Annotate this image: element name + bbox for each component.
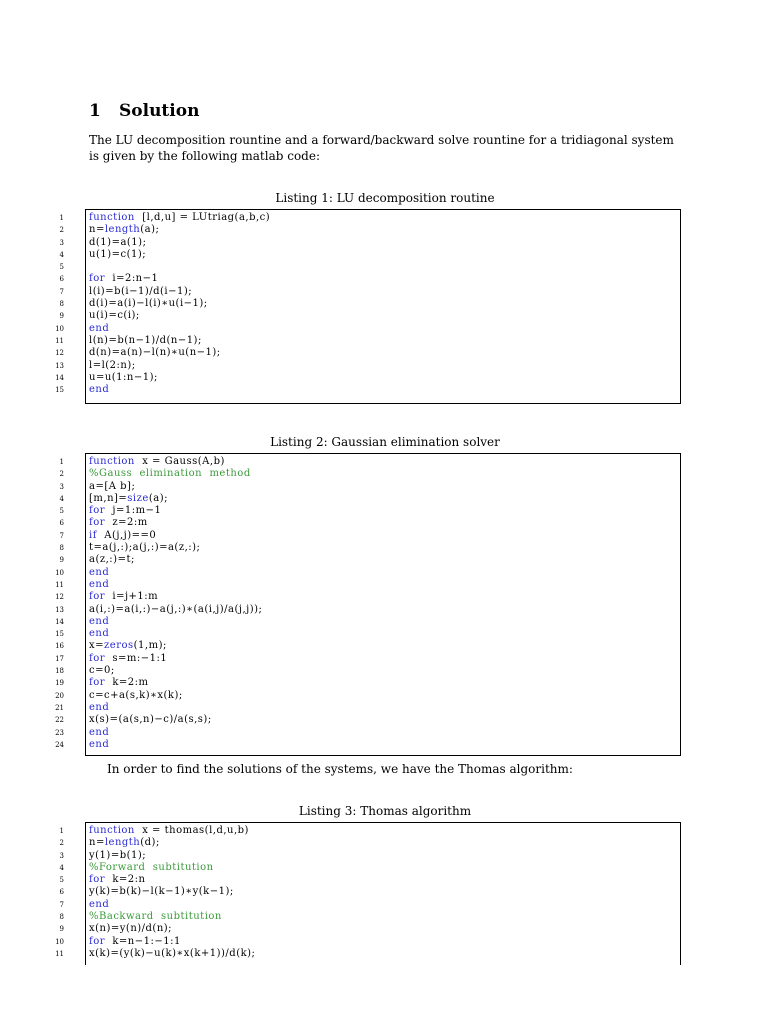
code-keyword: end [89, 566, 110, 578]
line-number: 14 [55, 617, 64, 626]
line-number: 4 [59, 494, 64, 503]
code-token: n= [89, 224, 105, 236]
code-token: d(1)=a(1); [89, 236, 147, 248]
code-text [89, 542, 200, 554]
code-text [89, 579, 109, 591]
line-number: 11 [55, 949, 64, 958]
code-text [89, 665, 115, 677]
line-number: 10 [55, 568, 64, 577]
code-text [89, 886, 234, 898]
code-line [55, 689, 680, 702]
code-token: l(n)=b(n−1)/d(n−1); [89, 334, 202, 346]
listing-1-code-block [55, 209, 681, 404]
code-keyword: for [89, 935, 106, 947]
line-number: 1 [59, 458, 64, 466]
code-line [59, 480, 680, 493]
line-number: 7 [59, 900, 64, 909]
line-number: 13 [55, 361, 64, 370]
code-line [59, 542, 680, 554]
code-line [55, 578, 680, 591]
code-text [89, 224, 159, 236]
line-number: 12 [55, 593, 64, 602]
code-line [55, 359, 680, 372]
code-token: z=2:m [105, 517, 148, 529]
code-text [89, 653, 167, 665]
line-number: 10 [55, 324, 64, 333]
line-number: 5 [59, 263, 64, 272]
code-text [89, 677, 149, 689]
code-text [89, 481, 135, 493]
code-token: (1,m); [133, 640, 167, 652]
code-keyword: end [89, 701, 110, 713]
code-line [55, 566, 680, 579]
code-line [59, 468, 680, 480]
listing-1-caption: Listing 1: LU decomposition routine [275, 191, 495, 205]
code-token: k=2:n [105, 874, 146, 886]
code-line [55, 334, 680, 347]
line-number: 3 [59, 851, 64, 860]
code-text [89, 384, 109, 396]
code-text [89, 554, 135, 566]
code-token: x(k)=(y(k)−u(k)∗x(k+1))/d(k); [89, 947, 256, 959]
code-keyword: end [89, 726, 110, 738]
code-keyword: end [89, 628, 110, 640]
code-token: x = thomas(l,d,u,b) [134, 825, 249, 836]
code-keyword: for [89, 273, 106, 285]
code-line [55, 701, 680, 714]
code-keyword: for [89, 874, 106, 886]
code-text [89, 298, 208, 310]
code-keyword: end [89, 898, 110, 910]
code-line [59, 298, 680, 310]
line-number: 5 [59, 876, 64, 885]
code-line [59, 236, 680, 249]
line-number: 13 [55, 605, 64, 614]
code-line [59, 837, 680, 849]
code-line [59, 554, 680, 566]
code-line [55, 615, 680, 628]
code-line [59, 529, 680, 542]
line-number: 11 [55, 336, 64, 345]
line-number: 16 [55, 642, 64, 651]
code-line [55, 677, 680, 689]
code-line [59, 285, 680, 298]
line-number: 1 [59, 214, 64, 222]
code-line [55, 640, 680, 652]
code-line [55, 347, 680, 359]
line-number: 6 [59, 519, 64, 528]
code-text [89, 640, 167, 652]
code-text [89, 714, 212, 726]
code-text [89, 505, 161, 517]
line-number: 19 [55, 679, 64, 688]
code-line [55, 371, 680, 384]
code-keyword: end [89, 384, 110, 396]
code-token: a(z,:)=t; [89, 554, 135, 566]
code-line [55, 665, 680, 677]
line-number: 20 [55, 691, 64, 700]
listing-2-code-block [55, 453, 681, 756]
code-comment: %Forward subtitution [89, 861, 214, 873]
code-keyword: for [89, 677, 106, 689]
code-keyword: length [104, 837, 141, 849]
code-text [89, 825, 249, 837]
code-token: l(i)=b(i−1)/d(i−1); [89, 285, 193, 297]
code-token: d(n)=a(n)−l(n)∗u(n−1); [89, 347, 221, 359]
code-token: (a); [140, 224, 160, 236]
code-line [59, 886, 680, 898]
code-line [59, 874, 680, 886]
code-token: [l,d,u] = LUtriag(a,b,c) [134, 212, 271, 223]
code-line [55, 652, 680, 665]
line-number: 7 [59, 531, 64, 540]
line-number: 2 [59, 470, 64, 479]
line-number: 7 [59, 287, 64, 296]
listing-2-caption: Listing 2: Gaussian elimination solver [270, 435, 500, 449]
line-number: 10 [55, 937, 64, 946]
code-token: A(j,j)==0 [96, 529, 157, 541]
code-token: a(i,:)=a(i,:)−a(j,:)∗(a(i,j)/a(j,j)); [89, 603, 263, 615]
code-line [55, 591, 680, 603]
code-text [89, 702, 109, 714]
code-token: i=j+1:m [105, 591, 159, 603]
code-text [89, 286, 192, 298]
code-token: [m,n]= [89, 492, 128, 504]
section-title: Solution [119, 101, 200, 121]
intro-paragraph: The LU decomposition rountine and a forward/backward solve rountine for a tridiagonal system is given by the following matlab code: [89, 133, 674, 163]
code-keyword: end [89, 578, 110, 590]
code-text [89, 335, 202, 347]
line-number: 18 [55, 667, 64, 676]
code-text [89, 360, 136, 372]
line-number: 3 [59, 482, 64, 491]
code-line [59, 505, 680, 517]
line-number: 11 [55, 580, 64, 589]
line-number: 17 [55, 654, 64, 663]
section-number: 1 [89, 101, 101, 121]
code-token: c=0; [89, 665, 115, 677]
line-number: 9 [59, 925, 64, 934]
code-keyword: function [89, 456, 135, 467]
code-line [59, 248, 680, 261]
code-text [89, 923, 172, 935]
code-token: (d); [140, 837, 160, 849]
code-line [55, 628, 680, 640]
code-text [89, 212, 270, 224]
code-line [55, 726, 680, 739]
code-text [89, 936, 181, 948]
listing-3-caption: Listing 3: Thomas algorithm [298, 804, 472, 818]
code-token: j=1:m−1 [105, 505, 162, 517]
code-keyword: for [89, 652, 106, 664]
line-number: 8 [59, 300, 64, 309]
code-token: n= [89, 837, 105, 849]
line-number: 12 [55, 349, 64, 358]
code-line [59, 825, 680, 837]
line-number: 5 [59, 507, 64, 516]
code-text [89, 237, 146, 249]
code-text [89, 468, 251, 480]
code-line [55, 935, 680, 948]
code-line [59, 898, 680, 911]
code-text [89, 837, 160, 849]
code-line [55, 384, 680, 396]
code-token: x(n)=y(n)/d(n); [89, 923, 173, 935]
code-line [59, 310, 680, 322]
code-line [55, 714, 680, 726]
code-line [59, 224, 680, 236]
section-heading [89, 99, 199, 123]
thomas-intro-paragraph: In order to find the solutions of the systems, we have the Thomas algorithm: [107, 762, 573, 776]
code-keyword: for [89, 591, 106, 603]
code-text [89, 310, 140, 322]
line-number: 2 [59, 839, 64, 848]
code-line [59, 911, 680, 923]
code-text [89, 372, 158, 384]
line-number: 9 [59, 556, 64, 565]
code-text [89, 739, 109, 751]
line-number: 6 [59, 275, 64, 284]
code-line [55, 738, 680, 751]
line-number: 24 [55, 740, 64, 749]
code-token: a=[A b]; [89, 480, 136, 492]
code-line [55, 603, 680, 616]
code-line [59, 212, 680, 224]
code-token: y(1)=b(1); [89, 849, 147, 861]
code-line [59, 923, 680, 935]
line-number: 6 [59, 888, 64, 897]
code-text [89, 249, 146, 261]
code-token: s=m:−1:1 [105, 652, 168, 664]
code-text [89, 530, 156, 542]
code-line [59, 456, 680, 468]
line-number: 8 [59, 913, 64, 922]
code-comment: %Gauss elimination method [89, 468, 251, 480]
code-text [89, 911, 222, 923]
code-keyword: for [89, 517, 106, 529]
code-text [89, 628, 109, 640]
code-text [89, 273, 158, 285]
line-number: 21 [55, 703, 64, 712]
code-line [59, 273, 680, 285]
code-token: (a); [148, 492, 168, 504]
code-line [59, 517, 680, 529]
line-number: 15 [55, 386, 64, 395]
code-token: u=u(1:n−1); [89, 371, 158, 383]
line-number: 4 [59, 863, 64, 872]
code-text [89, 690, 183, 702]
code-keyword: length [104, 224, 141, 236]
code-line [59, 861, 680, 874]
code-token: y(k)=b(k)−l(k−1)∗y(k−1); [89, 886, 234, 898]
code-keyword: end [89, 322, 110, 334]
line-number: 4 [59, 250, 64, 259]
code-keyword: end [89, 615, 110, 627]
line-number: 2 [59, 226, 64, 235]
code-token: k=n−1:−1:1 [105, 935, 181, 947]
code-line [59, 849, 680, 862]
code-token: k=2:m [105, 677, 149, 689]
code-token: x = Gauss(A,b) [134, 456, 225, 467]
code-text [89, 850, 146, 862]
code-text [89, 456, 225, 468]
code-text [89, 727, 109, 739]
code-text [89, 323, 109, 335]
code-line [55, 947, 680, 960]
code-line [55, 322, 680, 335]
code-keyword: for [89, 505, 106, 517]
line-number: 22 [55, 716, 64, 725]
code-text [89, 347, 221, 359]
code-keyword: end [89, 738, 110, 750]
code-token: x(s)=(a(s,n)−c)/a(s,s); [89, 714, 212, 726]
code-token: u(1)=c(1); [89, 248, 147, 260]
code-text [89, 899, 109, 911]
line-number: 23 [55, 728, 64, 737]
code-keyword: function [89, 212, 135, 223]
code-text [89, 493, 168, 505]
code-text [89, 862, 214, 874]
code-text [89, 948, 255, 960]
line-number: 3 [59, 238, 64, 247]
code-token: d(i)=a(i)−l(i)∗u(i−1); [89, 298, 208, 310]
listing-3-code-block [55, 822, 681, 965]
code-token: u(i)=c(i); [89, 310, 140, 322]
code-line [59, 492, 680, 505]
code-text [89, 591, 158, 603]
code-token: i=2:n−1 [105, 273, 159, 285]
code-line [59, 261, 680, 273]
code-text [89, 567, 109, 579]
code-text [89, 874, 145, 886]
code-keyword: function [89, 825, 135, 836]
code-token: x= [89, 640, 105, 652]
line-number: 1 [59, 827, 64, 835]
line-number: 14 [55, 373, 64, 382]
code-token: c=c+a(s,k)∗x(k); [89, 689, 183, 701]
code-text [89, 517, 148, 529]
code-keyword: size [127, 492, 149, 504]
code-token: l=l(2:n); [89, 359, 136, 371]
code-text [89, 604, 262, 616]
code-keyword: zeros [104, 640, 134, 652]
line-number: 15 [55, 630, 64, 639]
code-token: t=a(j,:);a(j,:)=a(z,:); [89, 542, 201, 554]
code-keyword: if [89, 529, 97, 541]
line-number: 8 [59, 544, 64, 553]
code-text [89, 616, 109, 628]
code-comment: %Backward subtitution [89, 911, 222, 923]
line-number: 9 [59, 312, 64, 321]
